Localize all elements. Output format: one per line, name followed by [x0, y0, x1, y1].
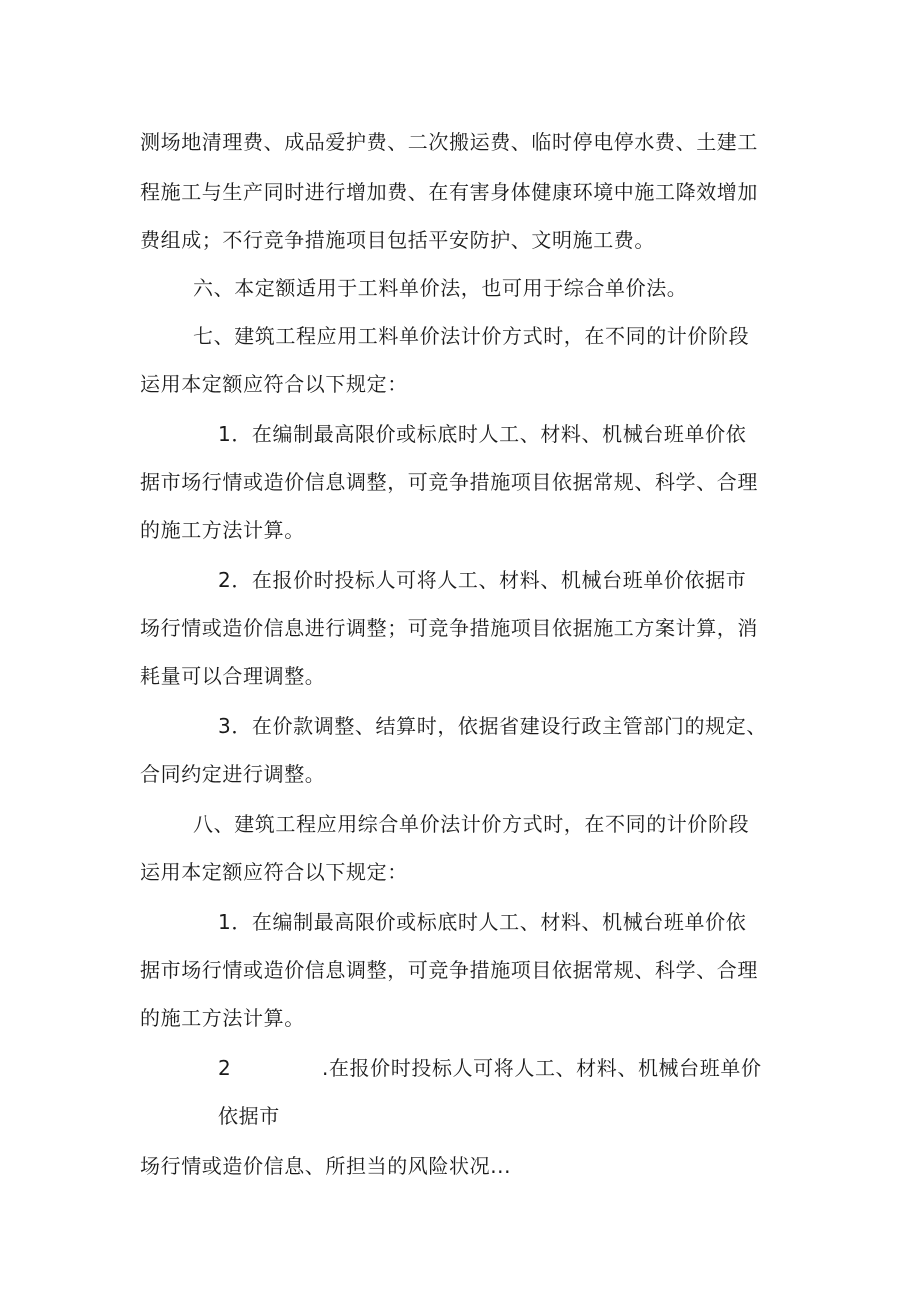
paragraph-six: 六、本定额适用于工料单价法，也可用于综合单价法。 [193, 276, 688, 300]
paragraph-seven: 七、建筑工程应用工料单价法计价方式时，在不同的计价阶段 [193, 324, 750, 348]
text-line: 据市场行情或造价信息调整，可竞争措施项目依据常规、科学、合理 [140, 958, 758, 982]
text-line: 程施工与生产同时进行增加费、在有害身体健康环境中施工降效增加 [140, 180, 758, 204]
item-7-2: 2．在报价时投标人可将人工、材料、机械台班单价依据市 [218, 568, 747, 592]
item-8-1: 1．在编制最高限价或标底时人工、材料、机械台班单价依 [218, 910, 747, 934]
item-7-3: 3．在价款调整、结算时，依据省建设行政主管部门的规定、 [218, 714, 767, 738]
text-line: 的施工方法计算。 [140, 1006, 305, 1030]
text-line: 费组成；不行竞争措施项目包括平安防护、文明施工费。 [140, 228, 655, 252]
paragraph-eight: 八、建筑工程应用综合单价法计价方式时，在不同的计价阶段 [193, 812, 750, 836]
item-8-2-number: 2 [218, 1056, 231, 1080]
item-7-1: 1．在编制最高限价或标底时人工、材料、机械台班单价依 [218, 422, 747, 446]
text-line: 的施工方法计算。 [140, 518, 305, 542]
item-8-2-continuation: 依据市 [218, 1104, 280, 1128]
final-text-line: 场行情或造价信息、所担当的风险状况... [140, 1154, 512, 1178]
item-8-2-text: .在报价时投标人可将人工、材料、机械台班单价 [322, 1056, 762, 1080]
text-line: 场行情或造价信息进行调整；可竞争措施项目依据施工方案计算，消 [140, 616, 758, 640]
text-line: 合同约定进行调整。 [140, 762, 326, 786]
text-line: 运用本定额应符合以下规定： [140, 860, 408, 884]
text-line: 运用本定额应符合以下规定： [140, 372, 408, 396]
text-line: 测场地清理费、成品爱护费、二次搬运费、临时停电停水费、土建工 [140, 130, 758, 154]
text-line: 据市场行情或造价信息调整，可竞争措施项目依据常规、科学、合理 [140, 470, 758, 494]
text-line: 耗量可以合理调整。 [140, 664, 326, 688]
